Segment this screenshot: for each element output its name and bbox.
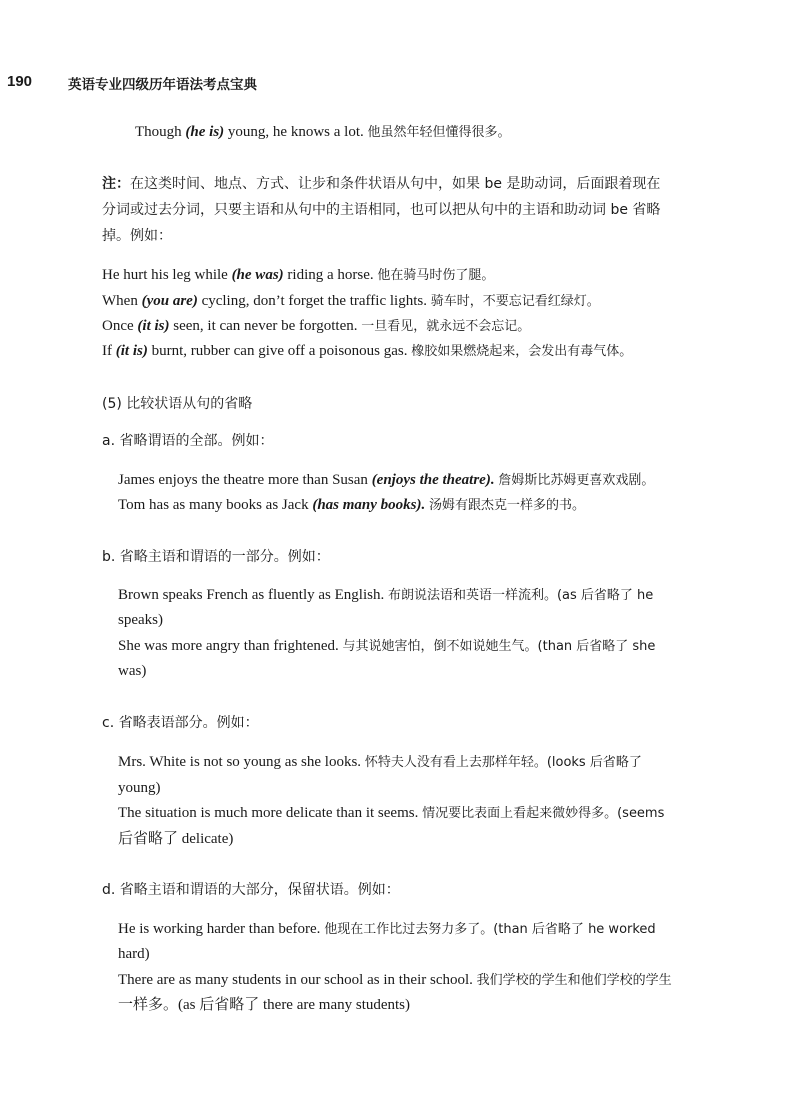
example-line: Tom has as many books as Jack (has many books). 汤姆有跟杰克一样多的书。 [118,497,586,513]
example-line: When (you are) cycling, don’t forget the traffic lights. 骑车时，不要忘记看红绿灯。 [102,293,600,309]
example-line: There are as many students in our school as in their school. 我们学校的学生和他们学校的学生 [118,972,672,988]
part-d-heading: d. 省略主语和谓语的大部分，保留状语。例如： [102,882,400,898]
example-line: 一样多。(as 后省略了 there are many students) [118,997,411,1013]
example-line: young) [118,780,161,796]
example-line: James enjoys the theatre more than Susan (enjoys the theatre). 詹姆斯比苏姆更喜欢戏剧。 [118,472,655,488]
example-line: Brown speaks French as fluently as English. 布朗说法语和英语一样流利。(as 后省略了 he [118,587,654,603]
part-c-heading: c. 省略表语部分。例如： [102,715,259,731]
book-title: 英语专业四级历年语法考点宝典 [68,77,257,93]
example-though: Though (he is) young, he knows a lot. 他虽然年轻但懂得很多。 [135,124,511,140]
example-line: He is working harder than before. 他现在工作比过去努力多了。(than 后省略了 he worked [118,921,656,937]
example-line: hard) [118,946,150,962]
example-line: Once (it is) seen, it can never be forgotten. 一旦看见，就永远不会忘记。 [102,318,531,334]
section-5-heading: (5) 比较状语从句的省略 [102,396,253,412]
example-line: He hurt his leg while (he was) riding a horse. 他在骑马时伤了腿。 [102,267,495,283]
part-a-heading: a. 省略谓语的全部。例如： [102,433,274,449]
note-label: 注： [102,176,130,192]
example-line: speaks) [118,612,163,628]
example-line: 后省略了 delicate) [118,831,234,847]
part-b-heading: b. 省略主语和谓语的一部分。例如： [102,549,330,565]
note-line-3: 掉。例如： [102,228,172,244]
note-line-2: 分词或过去分词，只要主语和从句中的主语相同，也可以把从句中的主语和助动词 be 省略 [102,202,661,218]
page-number: 190 [7,73,33,90]
example-line: was) [118,663,147,679]
example-line: Mrs. White is not so young as she looks. 怀特夫人没有看上去那样年轻。(looks 后省略了 [118,754,642,770]
note-line-1: 注：在这类时间、地点、方式、让步和条件状语从句中，如果 be 是助动词，后面跟着现在 [102,176,661,192]
example-line: She was more angry than frightened. 与其说她害怕，倒不如说她生气。(than 后省略了 she [118,638,656,654]
example-line: The situation is much more delicate than it seems. 情况要比表面上看起来微妙得多。(seems [118,805,665,821]
example-line: If (it is) burnt, rubber can give off a poisonous gas. 橡胶如果燃烧起来，会发出有毒气体。 [102,343,633,359]
